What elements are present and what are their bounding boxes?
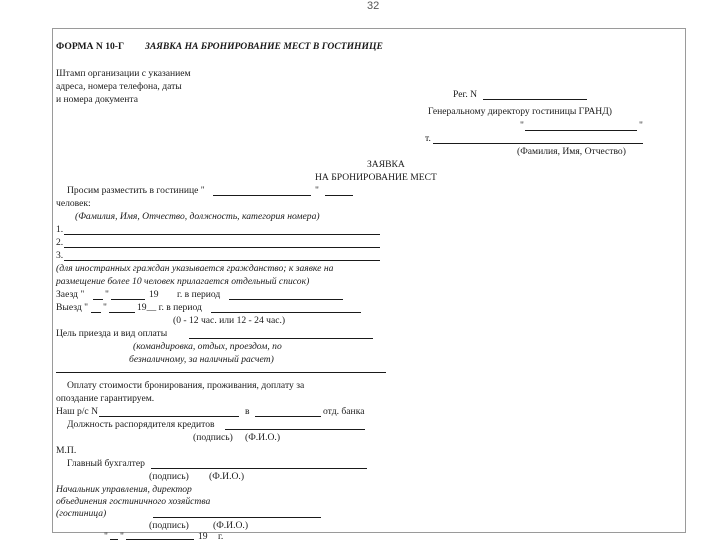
- persons-label: человек:: [56, 198, 91, 209]
- row-3-label: 3.: [56, 250, 64, 261]
- quote-close: ": [639, 120, 643, 131]
- departure-day-line[interactable]: [91, 312, 101, 313]
- foreign-note-1: (для иностранных граждан указывается гражданство; к заявке на: [56, 263, 334, 274]
- fio-short-3: (Ф.И.О.): [213, 520, 249, 531]
- row-3-line[interactable]: [64, 260, 380, 261]
- head-line-3: (гостиница): [56, 508, 107, 519]
- fio-hint: (Фамилия, Имя, Отчество): [517, 146, 626, 157]
- purpose-extra-line[interactable]: [56, 372, 386, 373]
- purpose-label: Цель приезда и вид оплаты: [56, 328, 168, 339]
- departure-period-line[interactable]: [211, 312, 361, 313]
- purpose-line[interactable]: [189, 338, 373, 339]
- reg-label: Рег. N: [453, 89, 478, 100]
- departure-quote: ": [103, 302, 107, 313]
- stamp-line-3: и номера документа: [56, 94, 138, 105]
- page-number: 32: [367, 0, 380, 12]
- chief-accountant-label: Главный бухгалтер: [67, 458, 145, 469]
- stamp-line-1: Штамп организации с указанием: [56, 68, 191, 79]
- fio-short-2: (Ф.И.О.): [209, 471, 245, 482]
- bank-branch-label: отд. банка: [323, 406, 365, 417]
- date-year: 19: [198, 531, 208, 542]
- request-quote: ": [315, 185, 319, 196]
- account-in: в: [245, 406, 250, 417]
- document-page: [52, 28, 686, 533]
- title-line-1: ЗАЯВКА: [367, 159, 405, 170]
- arrival-day-line[interactable]: [93, 299, 103, 300]
- manager-line[interactable]: [225, 429, 365, 430]
- purpose-hint-2: безналичному, за наличный расчет): [129, 354, 274, 365]
- guarantee-line-1: Оплату стоимости бронирования, проживания, доплату за: [67, 380, 305, 391]
- request-text: Просим разместить в гостинице ": [67, 185, 205, 196]
- manager-label: Должность распорядителя кредитов: [67, 419, 215, 430]
- arrival-quote: ": [105, 289, 109, 300]
- account-number-line[interactable]: [99, 416, 239, 417]
- t-line[interactable]: [433, 143, 643, 144]
- addressee-director: Генеральному директору гостиницы ГРАНД): [428, 106, 612, 117]
- hotel-name-line[interactable]: [525, 130, 637, 131]
- period-hint: (0 - 12 час. или 12 - 24 час.): [173, 315, 286, 326]
- row-2-line[interactable]: [64, 247, 380, 248]
- arrival-period-label: г. в период: [177, 289, 221, 300]
- row-1-label: 1.: [56, 224, 64, 235]
- guarantee-line-2: опоздание гарантируем.: [56, 393, 155, 404]
- quote-open: ": [520, 120, 524, 131]
- mp-label: М.П.: [56, 445, 77, 456]
- stamp-line-2: адреса, номера телефона, даты: [56, 81, 182, 92]
- persons-count-line[interactable]: [325, 195, 353, 196]
- departure-month-line[interactable]: [109, 312, 135, 313]
- account-label: Наш р/с N: [56, 406, 99, 417]
- head-sign-line[interactable]: [153, 517, 321, 518]
- sign-hint-3: (подпись): [149, 520, 189, 531]
- chief-accountant-line[interactable]: [151, 468, 367, 469]
- persons-hint: (Фамилия, Имя, Отчество, должность, категория номера): [75, 211, 320, 222]
- sign-hint-2: (подпись): [149, 471, 189, 482]
- sign-hint-1: (подпись): [193, 432, 233, 443]
- departure-label: Выезд ": [56, 302, 89, 313]
- arrival-month-line[interactable]: [111, 299, 145, 300]
- request-hotel-line[interactable]: [213, 195, 311, 196]
- fio-short-1: (Ф.И.О.): [245, 432, 281, 443]
- head-line-1: Начальник управления, директор: [56, 484, 192, 495]
- t-label: т.: [425, 133, 431, 144]
- form-title: ЗАЯВКА НА БРОНИРОВАНИЕ МЕСТ В ГОСТИНИЦЕ: [145, 41, 383, 52]
- departure-period-label: 19__ г. в период: [137, 302, 202, 313]
- arrival-label: Заезд ": [56, 289, 85, 300]
- date-g: г.: [218, 531, 224, 542]
- reg-line[interactable]: [483, 99, 587, 100]
- row-1-line[interactable]: [64, 234, 380, 235]
- date-quote-open: ": [104, 531, 108, 542]
- purpose-hint-1: (командировка, отдых, проездом, по: [133, 341, 282, 352]
- bank-line[interactable]: [255, 416, 321, 417]
- arrival-year: 19: [149, 289, 159, 300]
- foreign-note-2: размещение более 10 человек прилагается отдельный список): [56, 276, 310, 287]
- head-line-2: объединения гостиничного хозяйства: [56, 496, 211, 507]
- arrival-period-line[interactable]: [229, 299, 343, 300]
- form-id: ФОРМА N 10-Г: [56, 41, 125, 52]
- title-line-2: НА БРОНИРОВАНИЕ МЕСТ: [315, 172, 437, 183]
- row-2-label: 2.: [56, 237, 64, 248]
- date-quote-close: ": [120, 531, 124, 542]
